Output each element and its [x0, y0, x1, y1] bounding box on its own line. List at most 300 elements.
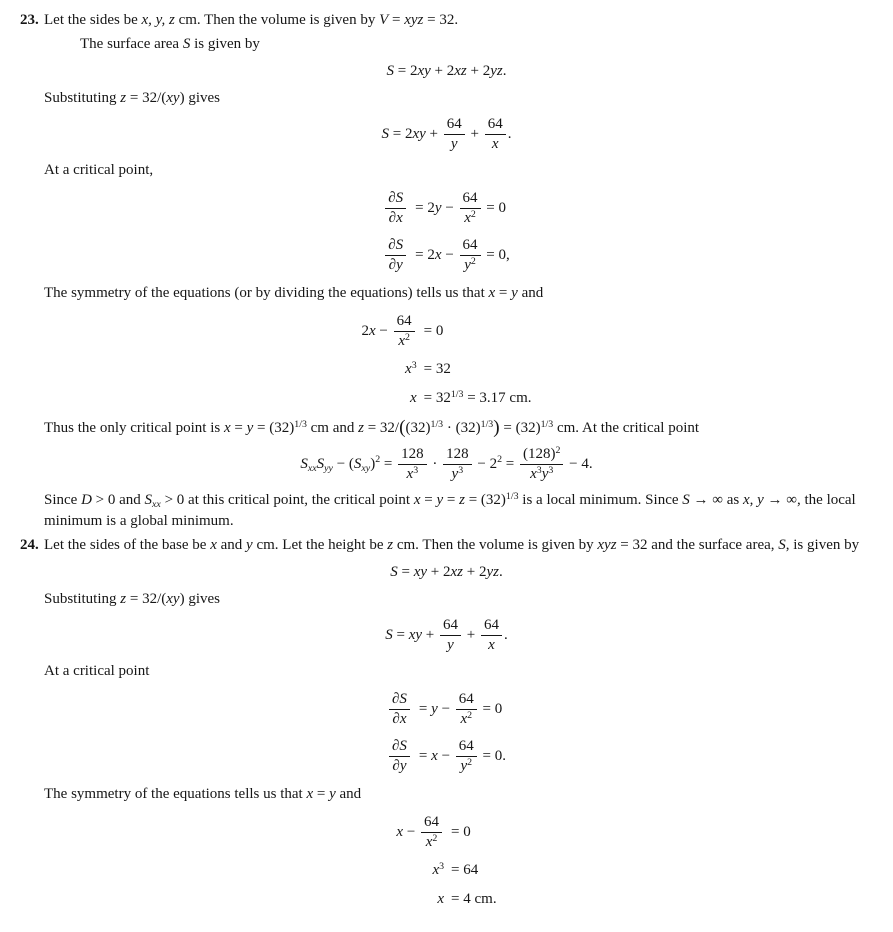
denominator	[485, 134, 506, 154]
numerator	[440, 616, 461, 635]
text-run: (32)	[269, 419, 295, 436]
math-run: x	[488, 636, 495, 653]
text-run: − (	[332, 455, 354, 472]
math-run: x	[491, 136, 499, 152]
numerator	[398, 445, 427, 464]
math-run: ∂x	[388, 210, 403, 226]
fraction	[394, 312, 415, 351]
text-run: =	[380, 455, 397, 472]
text-run: = 2	[415, 199, 435, 216]
math-run: x	[437, 890, 445, 907]
math-run: ∂x	[392, 710, 407, 727]
superscript: 2	[470, 208, 476, 220]
text-run: − 4.	[565, 455, 593, 472]
math-run: xyz	[404, 12, 424, 28]
fraction	[460, 189, 481, 228]
math-run: x	[460, 710, 468, 727]
equation-lhs	[396, 885, 444, 914]
math-run: x	[406, 465, 414, 482]
math-run: xy	[166, 590, 180, 607]
text-run: Substituting	[44, 590, 121, 607]
math-run: S	[182, 36, 191, 52]
text-run: =	[502, 455, 518, 472]
math-run: x	[396, 823, 404, 840]
text-run: = 0,	[482, 246, 510, 263]
math-run: xz	[454, 63, 467, 79]
numerator	[444, 115, 465, 134]
item-number: 23.	[20, 12, 39, 28]
text-run: = 3.17 cm.	[463, 390, 532, 406]
math-run: S	[778, 536, 786, 553]
math-run: xy	[412, 125, 426, 142]
math-run: x, y, z	[141, 12, 175, 28]
equation-lhs	[361, 308, 416, 355]
math-run: xy	[408, 626, 423, 643]
text-run: ·	[443, 419, 456, 436]
text-run: = 64	[451, 861, 479, 878]
math-run: V	[379, 12, 389, 28]
text-run: → ∞, the local minimum is a global minimum.	[44, 491, 856, 529]
denominator	[456, 756, 477, 776]
denominator	[444, 134, 465, 154]
text-run: =	[388, 12, 405, 28]
fraction	[456, 690, 477, 729]
text-run: =	[495, 285, 512, 301]
equation-rhs	[412, 686, 506, 733]
math-run: y	[246, 536, 253, 553]
math-run: x	[434, 246, 442, 263]
denominator	[443, 464, 472, 484]
text-run: .	[498, 563, 503, 580]
equation-lhs	[387, 686, 412, 733]
math-run: xyz	[597, 536, 617, 553]
text-run: −	[403, 823, 420, 840]
denominator	[440, 635, 461, 655]
math-run: z	[387, 536, 394, 553]
math-run: xy	[417, 63, 431, 79]
subscript: xx	[307, 462, 317, 474]
numerator	[385, 189, 406, 208]
equation-row	[361, 384, 531, 413]
math-run: yz	[490, 63, 503, 79]
equation-row	[361, 308, 531, 355]
superscript: 2	[467, 709, 473, 721]
text-run: 128	[446, 445, 469, 462]
text-run: (32)	[455, 419, 481, 436]
equation-content	[300, 444, 593, 482]
fraction	[385, 189, 406, 228]
denominator	[398, 464, 427, 484]
denominator	[456, 709, 477, 729]
equation-lhs	[383, 185, 408, 232]
text-run: .	[503, 626, 508, 643]
numerator	[456, 690, 477, 709]
text-run: > 0 at this critical point, the critical point	[160, 491, 414, 508]
superscript: 3	[548, 464, 554, 476]
fraction	[456, 737, 477, 776]
text-run: (32)	[405, 419, 431, 436]
fraction	[398, 445, 427, 484]
equation-row	[396, 809, 496, 856]
equation-lhs	[361, 384, 416, 413]
superscript: 3	[458, 464, 464, 476]
paragraph	[44, 283, 877, 304]
numerator	[385, 236, 406, 255]
fraction	[443, 445, 472, 484]
text-run: =	[253, 419, 270, 436]
display-equation	[0, 616, 893, 655]
aligned-equations	[383, 185, 510, 279]
fraction	[440, 616, 461, 655]
denominator	[385, 255, 406, 275]
text-run: 64	[483, 616, 499, 633]
item-text	[44, 535, 877, 556]
text-run: = 0	[451, 823, 471, 840]
item-text	[44, 10, 877, 31]
text-run: The surface area	[80, 36, 183, 52]
text-run: ) gives	[179, 590, 220, 607]
math-run: z	[358, 419, 364, 436]
math-run: S	[353, 455, 362, 472]
paragraph	[44, 661, 877, 682]
math-run: ∂S	[388, 237, 404, 253]
text-run: .	[507, 125, 512, 142]
superscript: 2	[555, 444, 561, 456]
equation-lhs	[383, 232, 408, 279]
subscript: xx	[152, 498, 161, 510]
text-run: 128	[401, 445, 424, 462]
equation-row	[387, 686, 506, 733]
text-run: + 2	[466, 63, 491, 79]
math-run: x	[368, 322, 376, 339]
text-run: + 2	[463, 563, 487, 580]
text-run: cm and	[306, 419, 359, 436]
math-run: ∂S	[392, 690, 407, 707]
math-run: y	[434, 199, 442, 216]
equation-content	[387, 63, 507, 79]
text-run: = 4 cm.	[451, 890, 497, 907]
superscript: 1/3	[505, 490, 519, 502]
math-run: S	[390, 563, 398, 580]
math-run: y	[436, 491, 444, 508]
math-run: ∂y	[388, 257, 403, 273]
text-run: ·	[428, 455, 442, 472]
math-run: y	[431, 700, 438, 717]
text-run: =	[443, 491, 460, 508]
denominator	[520, 464, 563, 484]
text-run: +	[422, 626, 439, 643]
denominator	[385, 208, 406, 228]
big-paren: (	[399, 417, 406, 438]
superscript: 2	[470, 255, 476, 267]
text-run: cm. Then the volume is given by	[174, 12, 380, 28]
text-run: 32	[435, 390, 451, 406]
equation-rhs	[412, 733, 506, 780]
math-run: S	[316, 455, 325, 472]
math-run: ∂S	[388, 190, 404, 206]
text-run: (32)	[480, 491, 506, 508]
text-run: = 32.	[423, 12, 459, 28]
math-run: ∂S	[392, 737, 407, 754]
math-run: y	[460, 757, 468, 774]
text-run: = 32 and the surface area,	[616, 536, 779, 553]
text-run: = 0	[423, 323, 444, 339]
text-run: Since	[44, 491, 82, 508]
text-run: (128)	[522, 445, 556, 462]
superscript: 2	[432, 832, 438, 844]
display-equation	[0, 562, 893, 583]
text-run: The symmetry of the equations (or by dividing the equations) tells us that	[44, 285, 489, 301]
text-run: =	[499, 419, 516, 436]
text-run: 64	[458, 690, 474, 707]
math-run: y	[447, 636, 454, 653]
numerator	[389, 737, 410, 756]
paragraph	[80, 34, 877, 55]
math-run: S	[386, 63, 394, 79]
equation-row	[383, 232, 510, 279]
math-run: yz	[486, 563, 499, 580]
denominator	[389, 709, 410, 729]
equation-row	[383, 185, 510, 232]
math-run: x	[398, 333, 405, 349]
math-run: y	[511, 285, 518, 301]
document-body	[0, 10, 893, 914]
fraction	[389, 690, 410, 729]
math-run: y	[329, 785, 336, 802]
math-run: S	[144, 491, 153, 508]
math-run: x, y	[742, 491, 764, 508]
text-run: −	[441, 246, 458, 263]
text-run: = 32/(	[126, 590, 167, 607]
equation-lhs	[361, 355, 416, 384]
subscript: yy	[324, 462, 333, 474]
subscript: xy	[361, 462, 371, 474]
denominator	[394, 331, 415, 351]
math-run: xy	[413, 563, 428, 580]
numerator	[520, 445, 563, 464]
paragraph	[44, 88, 877, 109]
equation-row	[361, 355, 531, 384]
text-run: =	[464, 491, 481, 508]
math-run: x	[413, 491, 421, 508]
text-run: and	[517, 285, 544, 301]
equation-lhs	[396, 809, 444, 856]
equation-content	[385, 616, 508, 653]
text-run: cm. Let the height be	[252, 536, 388, 553]
aligned-equations	[387, 686, 506, 780]
display-equation	[0, 61, 893, 82]
paragraph	[44, 589, 877, 610]
math-run: x	[488, 285, 496, 301]
equation-rhs	[444, 809, 497, 856]
equation-content	[381, 116, 512, 152]
text-run: =	[230, 419, 247, 436]
paragraph	[44, 417, 877, 439]
paragraph	[44, 160, 877, 181]
text-run: At a critical point,	[44, 162, 154, 178]
text-run: cm. Then the volume is given by	[393, 536, 598, 553]
problem-item	[0, 10, 893, 31]
text-run: At a critical point	[44, 662, 150, 679]
denominator	[421, 832, 442, 852]
math-run: ∂y	[392, 757, 407, 774]
numerator	[485, 115, 506, 134]
text-run: = 2	[415, 246, 435, 263]
fraction	[520, 445, 563, 484]
superscript: 3	[536, 464, 542, 476]
math-run: x	[530, 465, 537, 482]
equation-lhs	[387, 733, 412, 780]
math-run: y	[464, 257, 471, 273]
text-run: = 2	[394, 63, 418, 79]
numerator	[421, 813, 442, 832]
text-run: and	[216, 536, 247, 553]
text-run: =	[418, 700, 432, 717]
text-run: > 0 and	[91, 491, 145, 508]
text-run: = 0.	[478, 747, 506, 764]
math-run: x	[306, 785, 314, 802]
text-run: is a local minimum. Since	[518, 491, 683, 508]
math-run: x	[432, 861, 440, 878]
problem-item	[0, 535, 893, 556]
text-run: Let the sides of the base be	[44, 536, 211, 553]
text-run: +	[466, 125, 483, 142]
text-run: =	[392, 626, 409, 643]
denominator	[481, 635, 502, 655]
math-run: z	[459, 491, 465, 508]
math-run: y	[246, 419, 254, 436]
numerator	[389, 690, 410, 709]
text-run: = 32/	[363, 419, 400, 436]
item-number: 24.	[20, 536, 39, 553]
numerator	[443, 445, 472, 464]
text-run: 64	[396, 313, 412, 329]
display-equation	[0, 445, 893, 484]
paragraph	[44, 784, 877, 805]
math-run: S	[682, 491, 690, 508]
text-run: = 0	[478, 700, 503, 717]
text-run: 2	[489, 455, 498, 472]
equation-rhs	[408, 232, 510, 279]
math-run: y	[541, 465, 549, 482]
text-run: , is given by	[785, 536, 860, 553]
text-run: +	[463, 626, 479, 643]
text-run: +	[425, 125, 442, 142]
text-run: = 32/(	[126, 90, 167, 106]
equation-row	[387, 733, 506, 780]
math-run: S	[381, 125, 389, 142]
text-run: −	[441, 199, 458, 216]
text-run: −	[437, 700, 454, 717]
equation-lhs	[396, 856, 444, 885]
text-run: is given by	[190, 36, 260, 52]
superscript: 1/3	[480, 418, 494, 430]
equation-content	[390, 564, 502, 580]
numerator	[460, 236, 481, 255]
fraction	[444, 115, 465, 154]
numerator	[481, 616, 502, 635]
text-run: 64	[443, 616, 459, 633]
text-run: =	[420, 491, 437, 508]
paragraph	[44, 490, 877, 532]
text-run: 64	[458, 737, 474, 754]
superscript: 2	[404, 331, 410, 343]
math-run: xy	[166, 90, 180, 106]
math-run: y	[450, 136, 458, 152]
math-run: S	[385, 626, 393, 643]
math-run: x	[210, 536, 217, 553]
text-run: + 2	[430, 63, 455, 79]
numerator	[394, 312, 415, 331]
denominator	[389, 756, 410, 776]
text-run: .	[502, 63, 507, 79]
equation-rhs	[408, 185, 510, 232]
text-run: =	[313, 785, 330, 802]
text-run: ) gives	[179, 90, 220, 106]
text-run: and	[335, 785, 362, 802]
equation-rhs	[417, 355, 532, 384]
text-run: )	[370, 455, 376, 472]
equation-rhs	[444, 885, 497, 914]
text-run: −	[375, 322, 392, 339]
math-run: x	[405, 361, 412, 377]
superscript: 2	[467, 756, 473, 768]
math-run: x	[409, 390, 417, 406]
math-run: x	[425, 833, 433, 850]
equation-row	[396, 885, 496, 914]
fraction	[485, 115, 506, 154]
text-run: (32)	[515, 419, 541, 436]
text-run: Let the sides be	[44, 12, 142, 28]
math-run: x	[431, 747, 438, 764]
text-run: 2	[361, 322, 369, 339]
numerator	[456, 737, 477, 756]
text-run: 64	[424, 813, 440, 830]
fraction	[421, 813, 442, 852]
math-run: x	[223, 419, 231, 436]
math-run: x	[464, 210, 471, 226]
big-paren: )	[493, 417, 500, 438]
numerator	[460, 189, 481, 208]
display-equation	[0, 115, 893, 154]
text-run: −	[473, 455, 490, 472]
equation-rhs	[417, 308, 532, 355]
math-run: D	[81, 491, 92, 508]
equation-rhs	[444, 856, 497, 885]
fraction	[460, 236, 481, 275]
text-run: Thus the only critical point is	[44, 419, 224, 436]
text-run: 64	[446, 116, 462, 132]
text-run: 64	[462, 237, 478, 253]
math-run: z	[120, 90, 127, 106]
fraction	[389, 737, 410, 776]
text-run: + 2	[427, 563, 451, 580]
text-run: = 2	[389, 125, 413, 142]
superscript: 1/3	[540, 418, 554, 430]
fraction	[385, 236, 406, 275]
text-run: → ∞ as	[689, 491, 743, 508]
text-run: = 32	[423, 361, 451, 377]
denominator	[460, 255, 481, 275]
math-run: xz	[450, 563, 464, 580]
fraction	[481, 616, 502, 655]
text-run: = 0	[482, 199, 506, 216]
text-run: The symmetry of the equations tells us that	[44, 785, 307, 802]
aligned-equations	[396, 809, 496, 914]
math-run: z	[120, 590, 127, 607]
superscript: 2	[497, 454, 502, 466]
superscript: 1/3	[430, 418, 444, 430]
